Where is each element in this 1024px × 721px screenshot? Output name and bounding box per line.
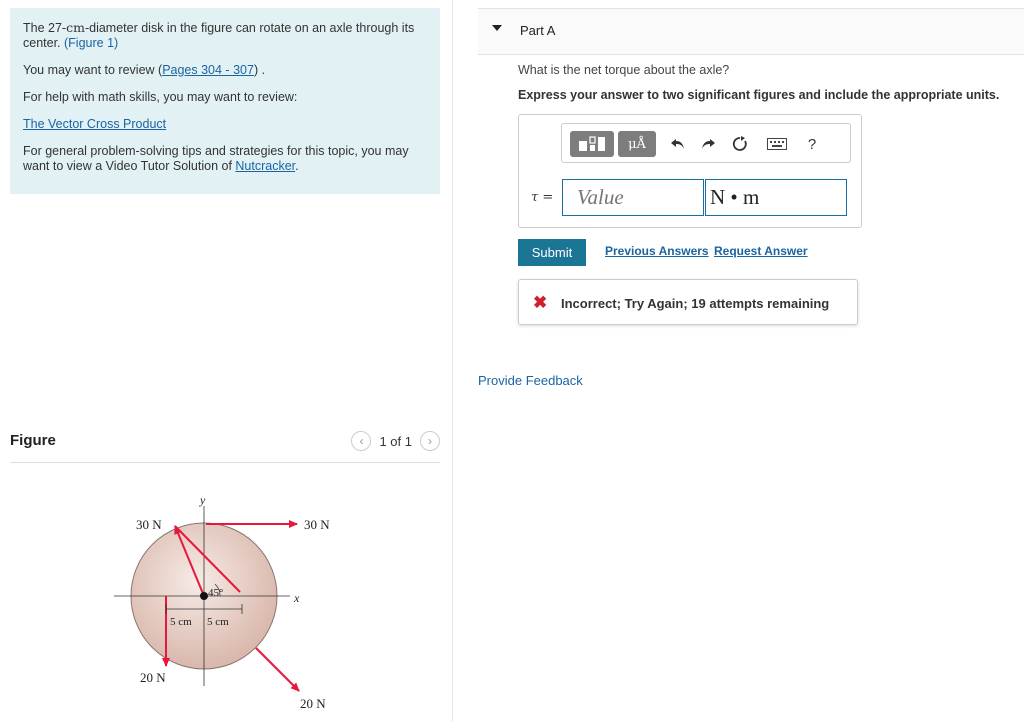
keyboard-icon[interactable]: [762, 131, 792, 157]
value-input[interactable]: [562, 179, 704, 216]
vector-link-row: [23, 117, 427, 132]
answer-box: [518, 114, 862, 228]
force-label-20n-right: 20 N: [300, 696, 326, 711]
intro-unit: cm: [66, 20, 85, 35]
vector-cross-product-link[interactable]: The Vector Cross Product: [23, 117, 167, 131]
general-text: [23, 144, 427, 174]
templates-icon[interactable]: [570, 131, 614, 157]
redo-icon[interactable]: [696, 131, 720, 157]
figure-link[interactable]: (Figure 1): [64, 36, 119, 50]
reset-icon[interactable]: [728, 131, 752, 157]
y-axis-label: y: [200, 493, 206, 507]
part-title: Part A: [520, 23, 556, 38]
force-label-30n-right: 30 N: [304, 517, 330, 532]
chevron-left-icon[interactable]: ‹: [351, 431, 371, 451]
provide-feedback-link[interactable]: Provide Feedback: [478, 373, 583, 388]
panel-divider: [452, 0, 453, 721]
pager-text: 1 of 1: [379, 433, 412, 449]
disk-diagram: [100, 488, 360, 716]
feedback-text: Incorrect; Try Again; 19 attempts remaining: [561, 296, 830, 311]
units-button[interactable]: μÅ: [618, 131, 656, 157]
math-toolbar: [561, 123, 851, 163]
force-label-20n-left: 20 N: [140, 670, 166, 685]
x-icon: ✖: [533, 293, 548, 312]
left-panel: [0, 0, 452, 721]
review-pre: You may want to review (: [23, 63, 163, 77]
figure-title: Figure: [10, 432, 56, 449]
chevron-right-icon[interactable]: ›: [420, 431, 440, 451]
intro-post: -diameter disk in the figure can rotate on an axle through its center.: [23, 21, 415, 50]
force-arrow-20n-diagonal: [256, 648, 299, 691]
undo-icon[interactable]: [666, 131, 690, 157]
question-text: What is the net torque about the axle?: [518, 63, 730, 77]
submit-button[interactable]: Submit: [518, 239, 586, 266]
general-post: .: [295, 159, 299, 173]
instruction-text: Express your answer to two significant figures and include the appropriate units.: [518, 88, 1000, 102]
feedback-box: [518, 279, 858, 325]
unit-input[interactable]: [705, 179, 847, 216]
request-answer-link[interactable]: Request Answer: [714, 244, 808, 258]
torque-symbol: τ =: [531, 190, 554, 205]
intro-pre: The 27-: [23, 21, 67, 35]
nutcracker-link[interactable]: Nutcracker: [235, 159, 296, 173]
caret-down-icon[interactable]: [492, 25, 502, 31]
help-button[interactable]: ?: [807, 135, 817, 153]
dim-label-left: 5 cm: [170, 616, 192, 628]
part-a-header[interactable]: [478, 8, 1024, 55]
x-axis-label: x: [294, 591, 300, 605]
review-text: [23, 63, 427, 78]
angle-label: 45°: [208, 587, 224, 599]
intro-text: [23, 20, 427, 51]
force-label-30n-left: 30 N: [136, 517, 162, 532]
math-help-text: For help with math skills, you may want to review:: [23, 90, 298, 104]
figure-pager: [351, 431, 440, 451]
dim-label-right: 5 cm: [207, 616, 229, 628]
pages-link[interactable]: Pages 304 - 307: [162, 63, 254, 77]
axle-point: [200, 592, 208, 600]
info-box: [10, 8, 440, 194]
previous-answers-link[interactable]: Previous Answers: [605, 244, 709, 258]
general-pre: For general problem-solving tips and strategies for this topic, you may want to view a Video Tutor Solution of: [23, 144, 409, 173]
figure-header: [10, 432, 440, 463]
review-post: ) .: [253, 63, 266, 77]
